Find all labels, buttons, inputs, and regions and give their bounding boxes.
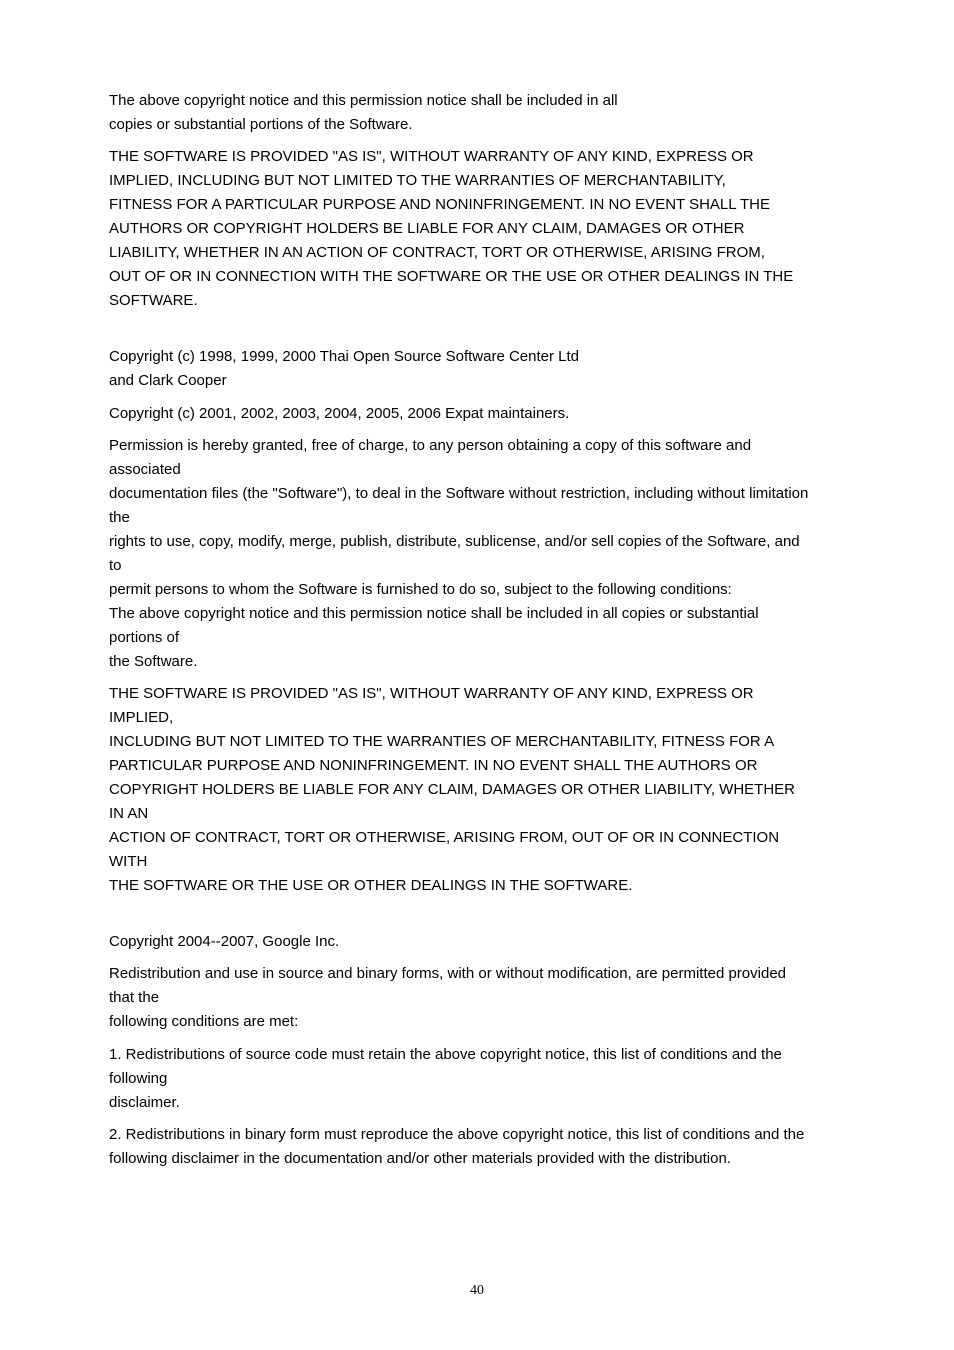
text-line: IMPLIED, — [109, 709, 174, 726]
text-line: and Clark Cooper — [109, 372, 227, 389]
text-line: following disclaimer in the documentation and/or other materials provided with the distribution. — [109, 1150, 731, 1167]
text-line: associated — [109, 461, 181, 478]
text-line: LIABILITY, WHETHER IN AN ACTION OF CONTRACT, TORT OR OTHERWISE, ARISING FROM, — [109, 244, 765, 261]
text-line: WITH — [109, 853, 148, 870]
page-number: 40 — [470, 1283, 484, 1298]
text-line: disclaimer. — [109, 1094, 180, 1111]
text-line: documentation files (the "Software"), to deal in the Software without restriction, including without limitation — [109, 485, 809, 502]
text-line: INCLUDING BUT NOT LIMITED TO THE WARRANTIES OF MERCHANTABILITY, FITNESS FOR A — [109, 733, 775, 750]
text-line: Copyright 2004--2007, Google Inc. — [109, 933, 340, 950]
text-line: the Software. — [109, 653, 198, 670]
text-line: IMPLIED, INCLUDING BUT NOT LIMITED TO THE WARRANTIES OF MERCHANTABILITY, — [109, 172, 726, 189]
text-line: THE SOFTWARE IS PROVIDED "AS IS", WITHOUT WARRANTY OF ANY KIND, EXPRESS OR — [109, 148, 754, 165]
text-line: Permission is hereby granted, free of charge, to any person obtaining a copy of this software and — [109, 437, 752, 454]
text-line: following — [109, 1070, 168, 1087]
text-line: THE SOFTWARE OR THE USE OR OTHER DEALINGS IN THE SOFTWARE. — [109, 877, 633, 894]
text-line: Copyright (c) 1998, 1999, 2000 Thai Open Source Software Center Ltd — [109, 348, 580, 365]
text-line: COPYRIGHT HOLDERS BE LIABLE FOR ANY CLAIM, DAMAGES OR OTHER LIABILITY, WHETHER — [109, 781, 795, 798]
text-line: following conditions are met: — [109, 1013, 299, 1030]
text-line: permit persons to whom the Software is furnished to do so, subject to the following conditions: — [109, 581, 732, 598]
text-line: ACTION OF CONTRACT, TORT OR OTHERWISE, ARISING FROM, OUT OF OR IN CONNECTION — [109, 829, 780, 846]
text-line: FITNESS FOR A PARTICULAR PURPOSE AND NONINFRINGEMENT. IN NO EVENT SHALL THE — [109, 196, 770, 213]
text-line: AUTHORS OR COPYRIGHT HOLDERS BE LIABLE FOR ANY CLAIM, DAMAGES OR OTHER — [109, 220, 745, 237]
text-line: to — [109, 557, 122, 574]
text-line: the — [109, 509, 130, 526]
text-line: 1. Redistributions of source code must retain the above copyright notice, this list of conditions and the — [109, 1046, 782, 1063]
text-line: rights to use, copy, modify, merge, publish, distribute, sublicense, and/or sell copies of the Software, and — [109, 533, 800, 550]
text-line: 2. Redistributions in binary form must reproduce the above copyright notice, this list of conditions and the — [109, 1126, 805, 1143]
text-line: THE SOFTWARE IS PROVIDED "AS IS", WITHOUT WARRANTY OF ANY KIND, EXPRESS OR — [109, 685, 754, 702]
text-line: portions of — [109, 629, 180, 646]
text-line: copies or substantial portions of the Software. — [109, 116, 413, 133]
text-line: that the — [109, 989, 160, 1006]
text-line: IN AN — [109, 805, 149, 822]
text-line: Copyright (c) 2001, 2002, 2003, 2004, 2005, 2006 Expat maintainers. — [109, 405, 570, 422]
text-line: The above copyright notice and this permission notice shall be included in all — [109, 92, 618, 109]
text-line: SOFTWARE. — [109, 292, 198, 309]
text-line: OUT OF OR IN CONNECTION WITH THE SOFTWARE OR THE USE OR OTHER DEALINGS IN THE — [109, 268, 794, 285]
text-line: Redistribution and use in source and binary forms, with or without modification, are permitted provided — [109, 965, 787, 982]
text-line: The above copyright notice and this permission notice shall be included in all copies or substantial — [109, 605, 759, 622]
text-line: PARTICULAR PURPOSE AND NONINFRINGEMENT. IN NO EVENT SHALL THE AUTHORS OR — [109, 757, 758, 774]
